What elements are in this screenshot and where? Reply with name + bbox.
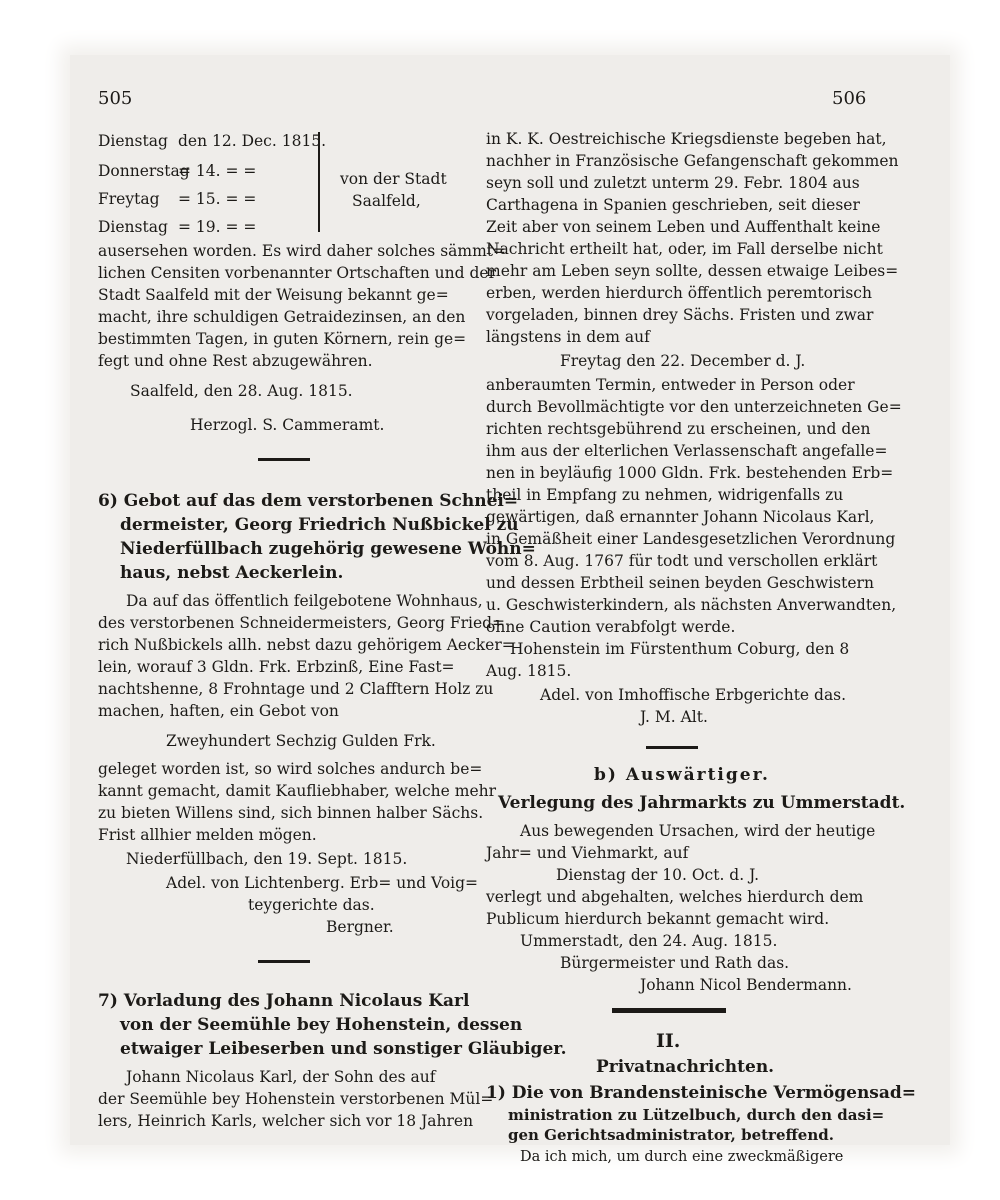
date-line: Freytag den 22. December d. J. (560, 352, 806, 370)
schedule-date: den 12. Dec. 1815. (178, 132, 327, 150)
text-line: nen in beyläufig 1000 Gldn. Frk. bestehenden Erb= (486, 464, 894, 482)
text-line: theil in Empfang zu nehmen, widrigenfalls zu (486, 486, 844, 504)
heading-line: Niederfüllbach zugehörig gewesene Wohn= (120, 539, 536, 559)
text-line: vorgeladen, binnen drey Sächs. Fristen und zwar (486, 306, 874, 324)
heading-line: etwaiger Leibeserben und sonstiger Gläubiger. (120, 1039, 567, 1059)
text-line: lichen Censiten vorbenannter Ortschaften und der (98, 264, 496, 282)
text-line: anberaumten Termin, entweder in Person oder (486, 376, 855, 394)
schedule-date: = 14. = = (178, 162, 257, 180)
signature: Adel. von Lichtenberg. Erb= und Voig= (166, 874, 479, 892)
text-line: Jahr= und Viehmarkt, auf (486, 844, 689, 862)
page-number-left: 505 (98, 88, 133, 109)
text-line: verlegt und abgehalten, welches hierdurch dem (486, 888, 864, 906)
text-line: des verstorbenen Schneidermeisters, Georg Fried= (98, 614, 506, 632)
text-line: machen, haften, ein Gebot von (98, 702, 339, 720)
text-line: Zeit aber von seinem Leben und Auffenthalt keine (486, 218, 881, 236)
text-line: kannt gemacht, damit Kaufliebhaber, welche mehr (98, 782, 497, 800)
text-line: Carthagena in Spanien geschrieben, seit dieser (486, 196, 860, 214)
page-number-right: 506 (832, 88, 867, 109)
text-line: macht, ihre schuldigen Getraidezinsen, an den (98, 308, 466, 326)
text-line: Nachricht ertheilt hat, oder, im Fall derselbe nicht (486, 240, 883, 258)
place-date: Niederfüllbach, den 19. Sept. 1815. (126, 850, 408, 868)
text-line: bestimmten Tagen, in guten Körnern, rein ge= (98, 330, 467, 348)
schedule-day: Dienstag (98, 218, 168, 236)
text-line: richten rechtsgebührend zu erscheinen, und den (486, 420, 871, 438)
text-line: mehr am Leben seyn sollte, dessen etwaige Leibes= (486, 262, 899, 280)
text-line: Publicum hierdurch bekannt gemacht wird. (486, 910, 830, 928)
heading-line: 7) Vorladung des Johann Nicolaus Karl (98, 991, 470, 1011)
bid-amount: Zweyhundert Sechzig Gulden Frk. (166, 732, 436, 750)
text-line: durch Bevollmächtigte vor den unterzeichneten Ge= (486, 398, 902, 416)
text-line: Aus bewegenden Ursachen, wird der heutige (520, 822, 876, 840)
text-line: rich Nußbickels allh. nebst dazu gehörigem Aecker= (98, 636, 515, 654)
heading-line: 6) Gebot auf das dem verstorbenen Schnei= (98, 491, 519, 511)
heading-line: ministration zu Lützelbuch, durch den dasi= (508, 1106, 885, 1124)
signature: J. M. Alt. (640, 708, 708, 726)
heading-line: gen Gerichtsadministrator, betreffend. (508, 1126, 834, 1144)
divider (646, 746, 698, 749)
text-line: fegt und ohne Rest abzugewähren. (98, 352, 373, 370)
text-line: gewärtigen, daß ernannter Johann Nicolaus Karl, (486, 508, 875, 526)
text-line: ohne Caution verabfolgt werde. (486, 618, 736, 636)
schedule-day: Dienstag (98, 132, 168, 150)
text-line: lein, worauf 3 Gldn. Frk. Erbzinß, Eine Fast= (98, 658, 455, 676)
place-date: Hohenstein im Fürstenthum Coburg, den 8 (510, 640, 850, 658)
text-line: geleget worden ist, so wird solches andurch be= (98, 760, 483, 778)
text-line: zu bieten Willens sind, sich binnen halber Sächs. (98, 804, 484, 822)
schedule-day: Donnerstag (98, 162, 190, 180)
divider (258, 960, 310, 963)
divider (258, 458, 310, 461)
text-line: seyn soll und zuletzt unterm 29. Febr. 1804 aus (486, 174, 860, 192)
place-date: Ummerstadt, den 24. Aug. 1815. (520, 932, 778, 950)
text-line: längstens in dem auf (486, 328, 650, 346)
signature: teygerichte das. (248, 896, 375, 914)
place-date: Saalfeld, den 28. Aug. 1815. (130, 382, 353, 400)
thick-divider (612, 1008, 726, 1013)
section-number: II. (656, 1030, 681, 1052)
text-line: Johann Nicolaus Karl, der Sohn des auf (126, 1068, 436, 1086)
heading-line: haus, nebst Aeckerlein. (120, 563, 344, 583)
text-line: nachtshenne, 8 Frohntage und 2 Clafftern Holz zu (98, 680, 494, 698)
heading-line: 1) Die von Brandensteinische Vermögensad= (486, 1083, 917, 1103)
text-line: in Gemäßheit einer Landesgesetzlichen Verordnung (486, 530, 896, 548)
text-line: in K. K. Oestreichische Kriegsdienste begeben hat, (486, 130, 887, 148)
signature: Herzogl. S. Cammeramt. (190, 416, 385, 434)
section-title: Privatnachrichten. (596, 1057, 775, 1077)
signature: Bergner. (326, 918, 394, 936)
text-line: nachher in Französische Gefangenschaft gekommen (486, 152, 899, 170)
text-line: erben, werden hierdurch öffentlich peremtorisch (486, 284, 872, 302)
signature: Adel. von Imhoffische Erbgerichte das. (540, 686, 847, 704)
heading-line: von der Seemühle bey Hohenstein, dessen (120, 1015, 523, 1035)
text-line: u. Geschwisterkindern, als nächsten Anverwandten, (486, 596, 897, 614)
text-line: Frist allhier melden mögen. (98, 826, 317, 844)
place-date: Aug. 1815. (486, 662, 572, 680)
section-heading: Verlegung des Jahrmarkts zu Ummerstadt. (498, 793, 906, 813)
schedule-date: = 15. = = (178, 190, 257, 208)
text-line: Da ich mich, um durch eine zweckmäßigere (520, 1149, 844, 1165)
section-subheading: b) Auswärtiger. (594, 765, 770, 785)
text-line: Da auf das öffentlich feilgebotene Wohnhaus, (126, 592, 483, 610)
text-line: vom 8. Aug. 1767 für todt und verschollen erklärt (486, 552, 878, 570)
signature: Bürgermeister und Rath das. (560, 954, 790, 972)
text-line: Stadt Saalfeld mit der Weisung bekannt ge= (98, 286, 449, 304)
text-line: der Seemühle bey Hohenstein verstorbenen Mül= (98, 1090, 494, 1108)
text-line: ihm aus der elterlichen Verlassenschaft angefalle= (486, 442, 888, 460)
brace (318, 132, 320, 232)
heading-line: dermeister, Georg Friedrich Nußbickel zu (120, 515, 519, 535)
text-line: lers, Heinrich Karls, welcher sich vor 18 Jahren (98, 1112, 474, 1130)
brace-label: Saalfeld, (352, 192, 421, 210)
text-line: ausersehen worden. Es wird daher solches sämmt= (98, 242, 506, 260)
date-line: Dienstag der 10. Oct. d. J. (556, 866, 760, 884)
schedule-date: = 19. = = (178, 218, 257, 236)
signature: Johann Nicol Bendermann. (640, 976, 852, 994)
text-line: und dessen Erbtheil seinen beyden Geschwistern (486, 574, 874, 592)
schedule-day: Freytag (98, 190, 160, 208)
brace-label: von der Stadt (340, 170, 447, 188)
